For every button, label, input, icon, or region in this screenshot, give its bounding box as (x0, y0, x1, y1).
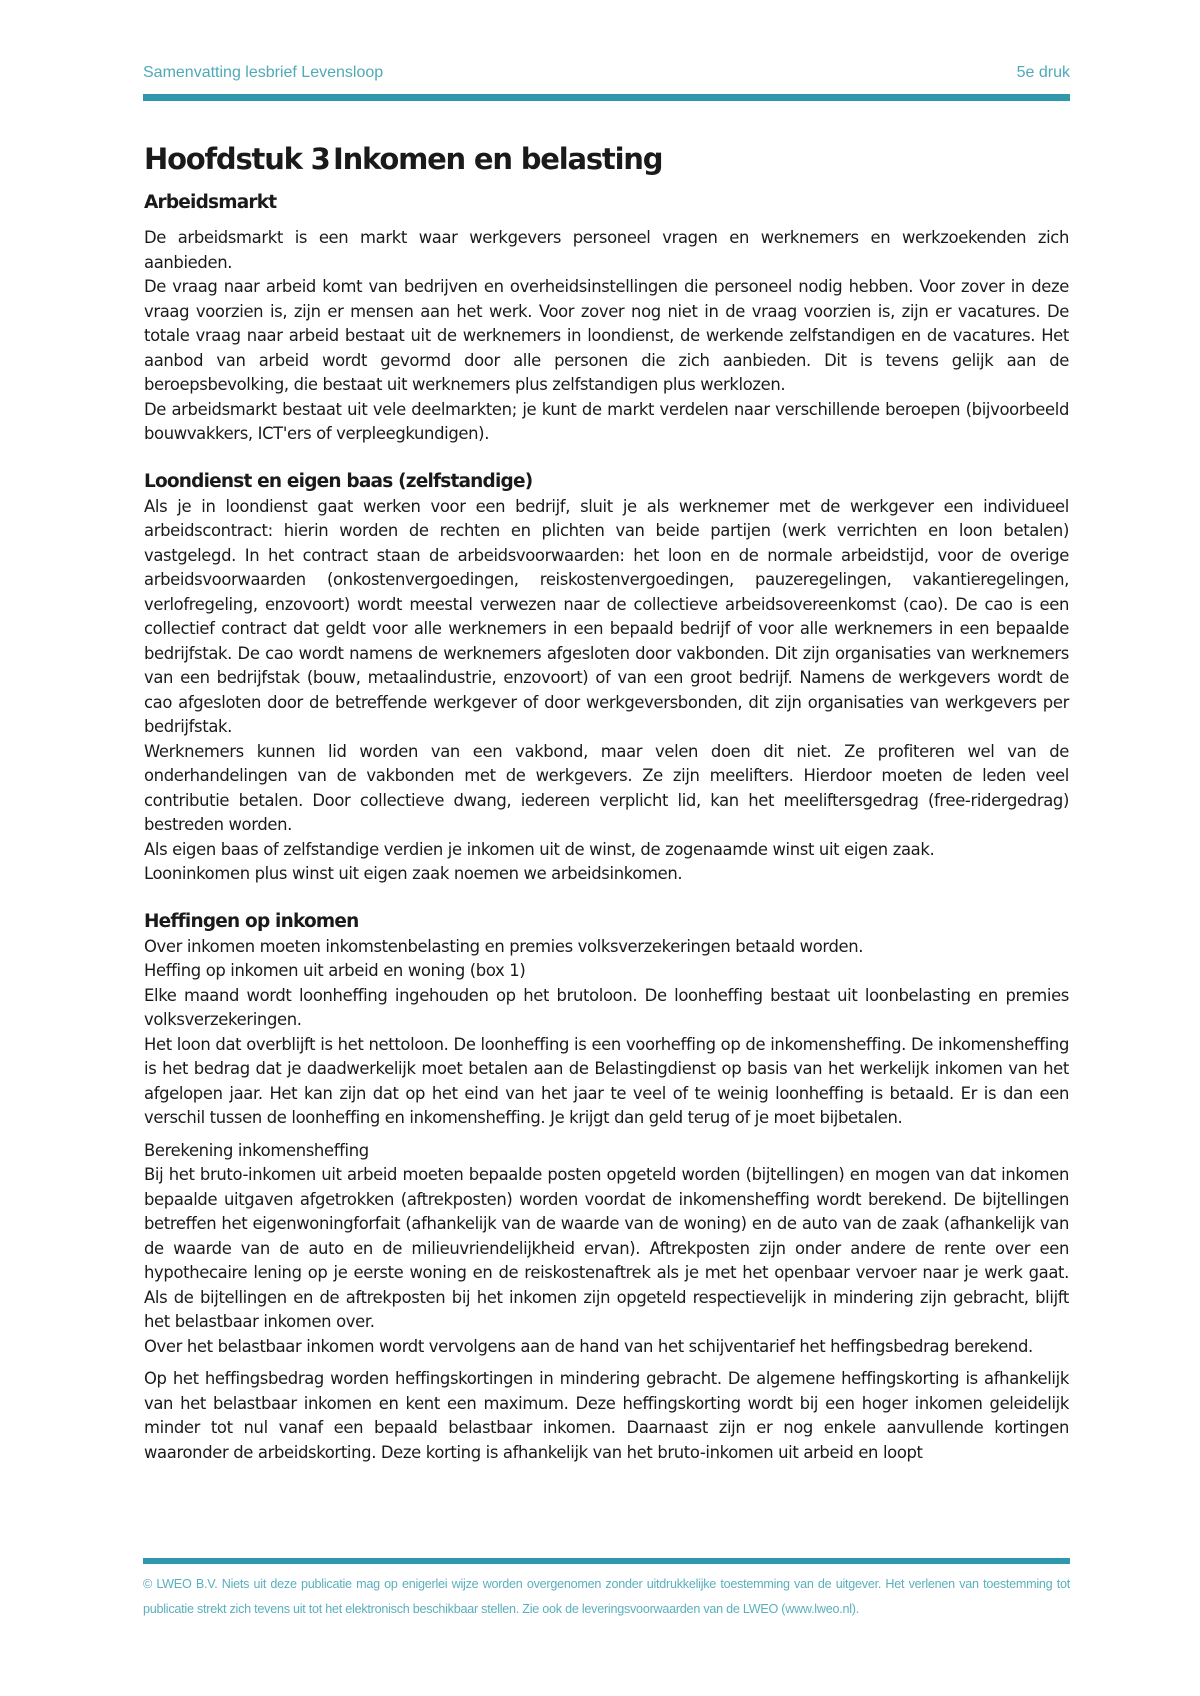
paragraph: Looninkomen plus winst uit eigen zaak noemen we arbeidsinkomen. (144, 864, 683, 883)
chapter-title (144, 142, 1069, 176)
paragraph: Over inkomen moeten inkomstenbelasting en premies volksverzekeringen betaald worden. (144, 936, 864, 956)
chapter-number: Hoofdstuk 3 (144, 142, 330, 176)
page-content (144, 136, 1069, 1465)
section-heading-loondienst: Loondienst en eigen baas (zelfstandige) (144, 470, 533, 492)
page-header (143, 64, 1070, 82)
paragraph: Over het belastbaar inkomen wordt vervolgens aan de hand van het schijventarief het heffingsbedrag berekend. (144, 1336, 1033, 1356)
paragraph: Bij het bruto-inkomen uit arbeid moeten bepaalde posten opgeteld worden (bijtellingen) en mogen van dat inkomen bepaalde uitgaven afgetrokken (aftrekposten) worden voordat de inkomensheffing wordt berekend. De bijtellingen betreffen het eigenwoningforfait (afhankelijk van de waarde van de woning) en de auto van de zaak (afhankelijk van de waarde van de auto en de milieuvriendelijkheid ervan). Aftrekposten zijn onder andere de rente over een hypothecaire lening op je eerste woning en de reiskostenaftrek als je met het openbaar vervoer naar je werk gaat. Als de bijtellingen en de aftrekposten bij het inkomen zijn opgeteld respectievelijk in mindering zijn gebracht, blijft het belastbaar inkomen over. (144, 1165, 1069, 1331)
paragraph: Op het heffingsbedrag worden heffingskortingen in mindering gebracht. De algemene heffingskorting is afhankelijk van het belastbaar inkomen en kent een maximum. Deze heffingskorting wordt bij een hoger inkomen geleidelijk minder tot nul vanaf een bepaald belastbaar inkomen. Daarnaast zijn er nog enkele aanvullende kortingen waaronder de arbeidskorting. Deze korting is afhankelijk van het bruto-inkomen uit arbeid en loopt (144, 1369, 1069, 1462)
paragraph: Elke maand wordt loonheffing ingehouden op het brutoloon. De loonheffing bestaat uit loonbelasting en premies volksverzekeringen. (144, 985, 1069, 1029)
paragraph: Als eigen baas of zelfstandige verdien je inkomen uit de winst, de zogenaamde winst uit eigen zaak. (144, 839, 935, 859)
copyright-notice: © LWEO B.V. Niets uit deze publicatie mag op enigerlei wijze worden overgenomen zonder uitdrukkelijke toestemming van de uitgever. Het verlenen van toestemming tot publicatie strekt zich tevens uit tot het elektronisch beschikbaar stellen. Zie ook de leveringsvoorwaarden van de LWEO (www.lweo.nl). (143, 1577, 1070, 1616)
paragraph: De vraag naar arbeid komt van bedrijven en overheidsinstellingen die personeel nodig hebben. Voor zover in deze vraag voorzien is, zijn er mensen aan het werk. Voor zover nog niet in de vraag voorzien is, zijn er vacatures. De totale vraag naar arbeid bestaat uit de werknemers in loondienst, de werkende zelfstandigen en de vacatures. Het aanbod van arbeid wordt gevormd door alle personen die zich aanbieden. Dit is tevens gelijk aan de beroepsbevolking, die bestaat uit werknemers plus zelfstandigen plus werklozen. (144, 277, 1069, 394)
header-rule (143, 94, 1070, 101)
paragraph: De arbeidsmarkt is een markt waar werkgevers personeel vragen en werknemers en werkzoekenden zich aanbieden. (144, 228, 1069, 272)
section-heading-arbeidsmarkt: Arbeidsmarkt (144, 192, 277, 213)
header-edition: 5e druk (1016, 64, 1070, 81)
paragraph: Werknemers kunnen lid worden van een vakbond, maar velen doen dit niet. Ze profiteren wel van de onderhandelingen van de vakbonden met de werkgevers. Ze zijn meelifters. Hierdoor moeten de leden veel contributie betalen. Door collectieve dwang, iedereen verplicht lid, kan het meeliftersgedrag (free-ridergedrag) bestreden worden. (144, 741, 1069, 834)
footer-rule (143, 1558, 1070, 1564)
header-document-title: Samenvatting lesbrief Levensloop (143, 64, 384, 81)
paragraph: Het loon dat overblijft is het nettoloon. De loonheffing is een voorheffing op de inkomensheffing. De inkomensheffing is het bedrag dat je daadwerkelijk moet betalen aan de Belastingdienst op basis van het werkelijk inkomen van het afgelopen jaar. Het kan zijn dat op het eind van het jaar te veel of te weinig loonheffing is betaald. Er is dan een verschil tussen de loonheffing en inkomensheffing. Je krijgt dan geld terug of je moet bijbetalen. (144, 1034, 1069, 1127)
paragraph: Heffing op inkomen uit arbeid en woning (box 1) (144, 961, 526, 980)
section-heading-heffingen: Heffingen op inkomen (144, 910, 359, 932)
chapter-name: Inkomen en belasting (333, 142, 663, 176)
subheading-berekening: Berekening inkomensheffing (144, 1140, 369, 1160)
paragraph: De arbeidsmarkt bestaat uit vele deelmarkten; je kunt de markt verdelen naar verschillende beroepen (bijvoorbeeld bouwvakkers, ICT'ers of verpleegkundigen). (144, 399, 1069, 443)
paragraph: Als je in loondienst gaat werken voor een bedrijf, sluit je als werknemer met de werkgever een individueel arbeidscontract: hierin worden de rechten en plichten van beide partijen (werk verrichten en loon betalen) vastgelegd. In het contract staan de arbeidsvoorwaarden: het loon en de normale arbeidstijd, voor de overige arbeidsvoorwaarden (onkostenvergoedingen, reiskostenvergoedingen, pauzeregelingen, vakantieregelingen, verlofregeling, enzovoort) wordt meestal verwezen naar de collectieve arbeidsovereenkomst (cao). De cao is een collectief contract dat geldt voor alle werknemers in een bepaald bedrijf of voor alle werknemers in een bepaalde bedrijfstak. De cao wordt namens de werknemers afgesloten door vakbonden. Dit zijn organisaties van werknemers van een bedrijfstak (bouw, metaalindustrie, enzovoort) of van een groot bedrijf. Namens de werkgevers wordt de cao afgesloten door de betreffende werkgever of door werkgeversbonden, dit zijn organisaties van werkgevers per bedrijfstak. (144, 496, 1069, 736)
